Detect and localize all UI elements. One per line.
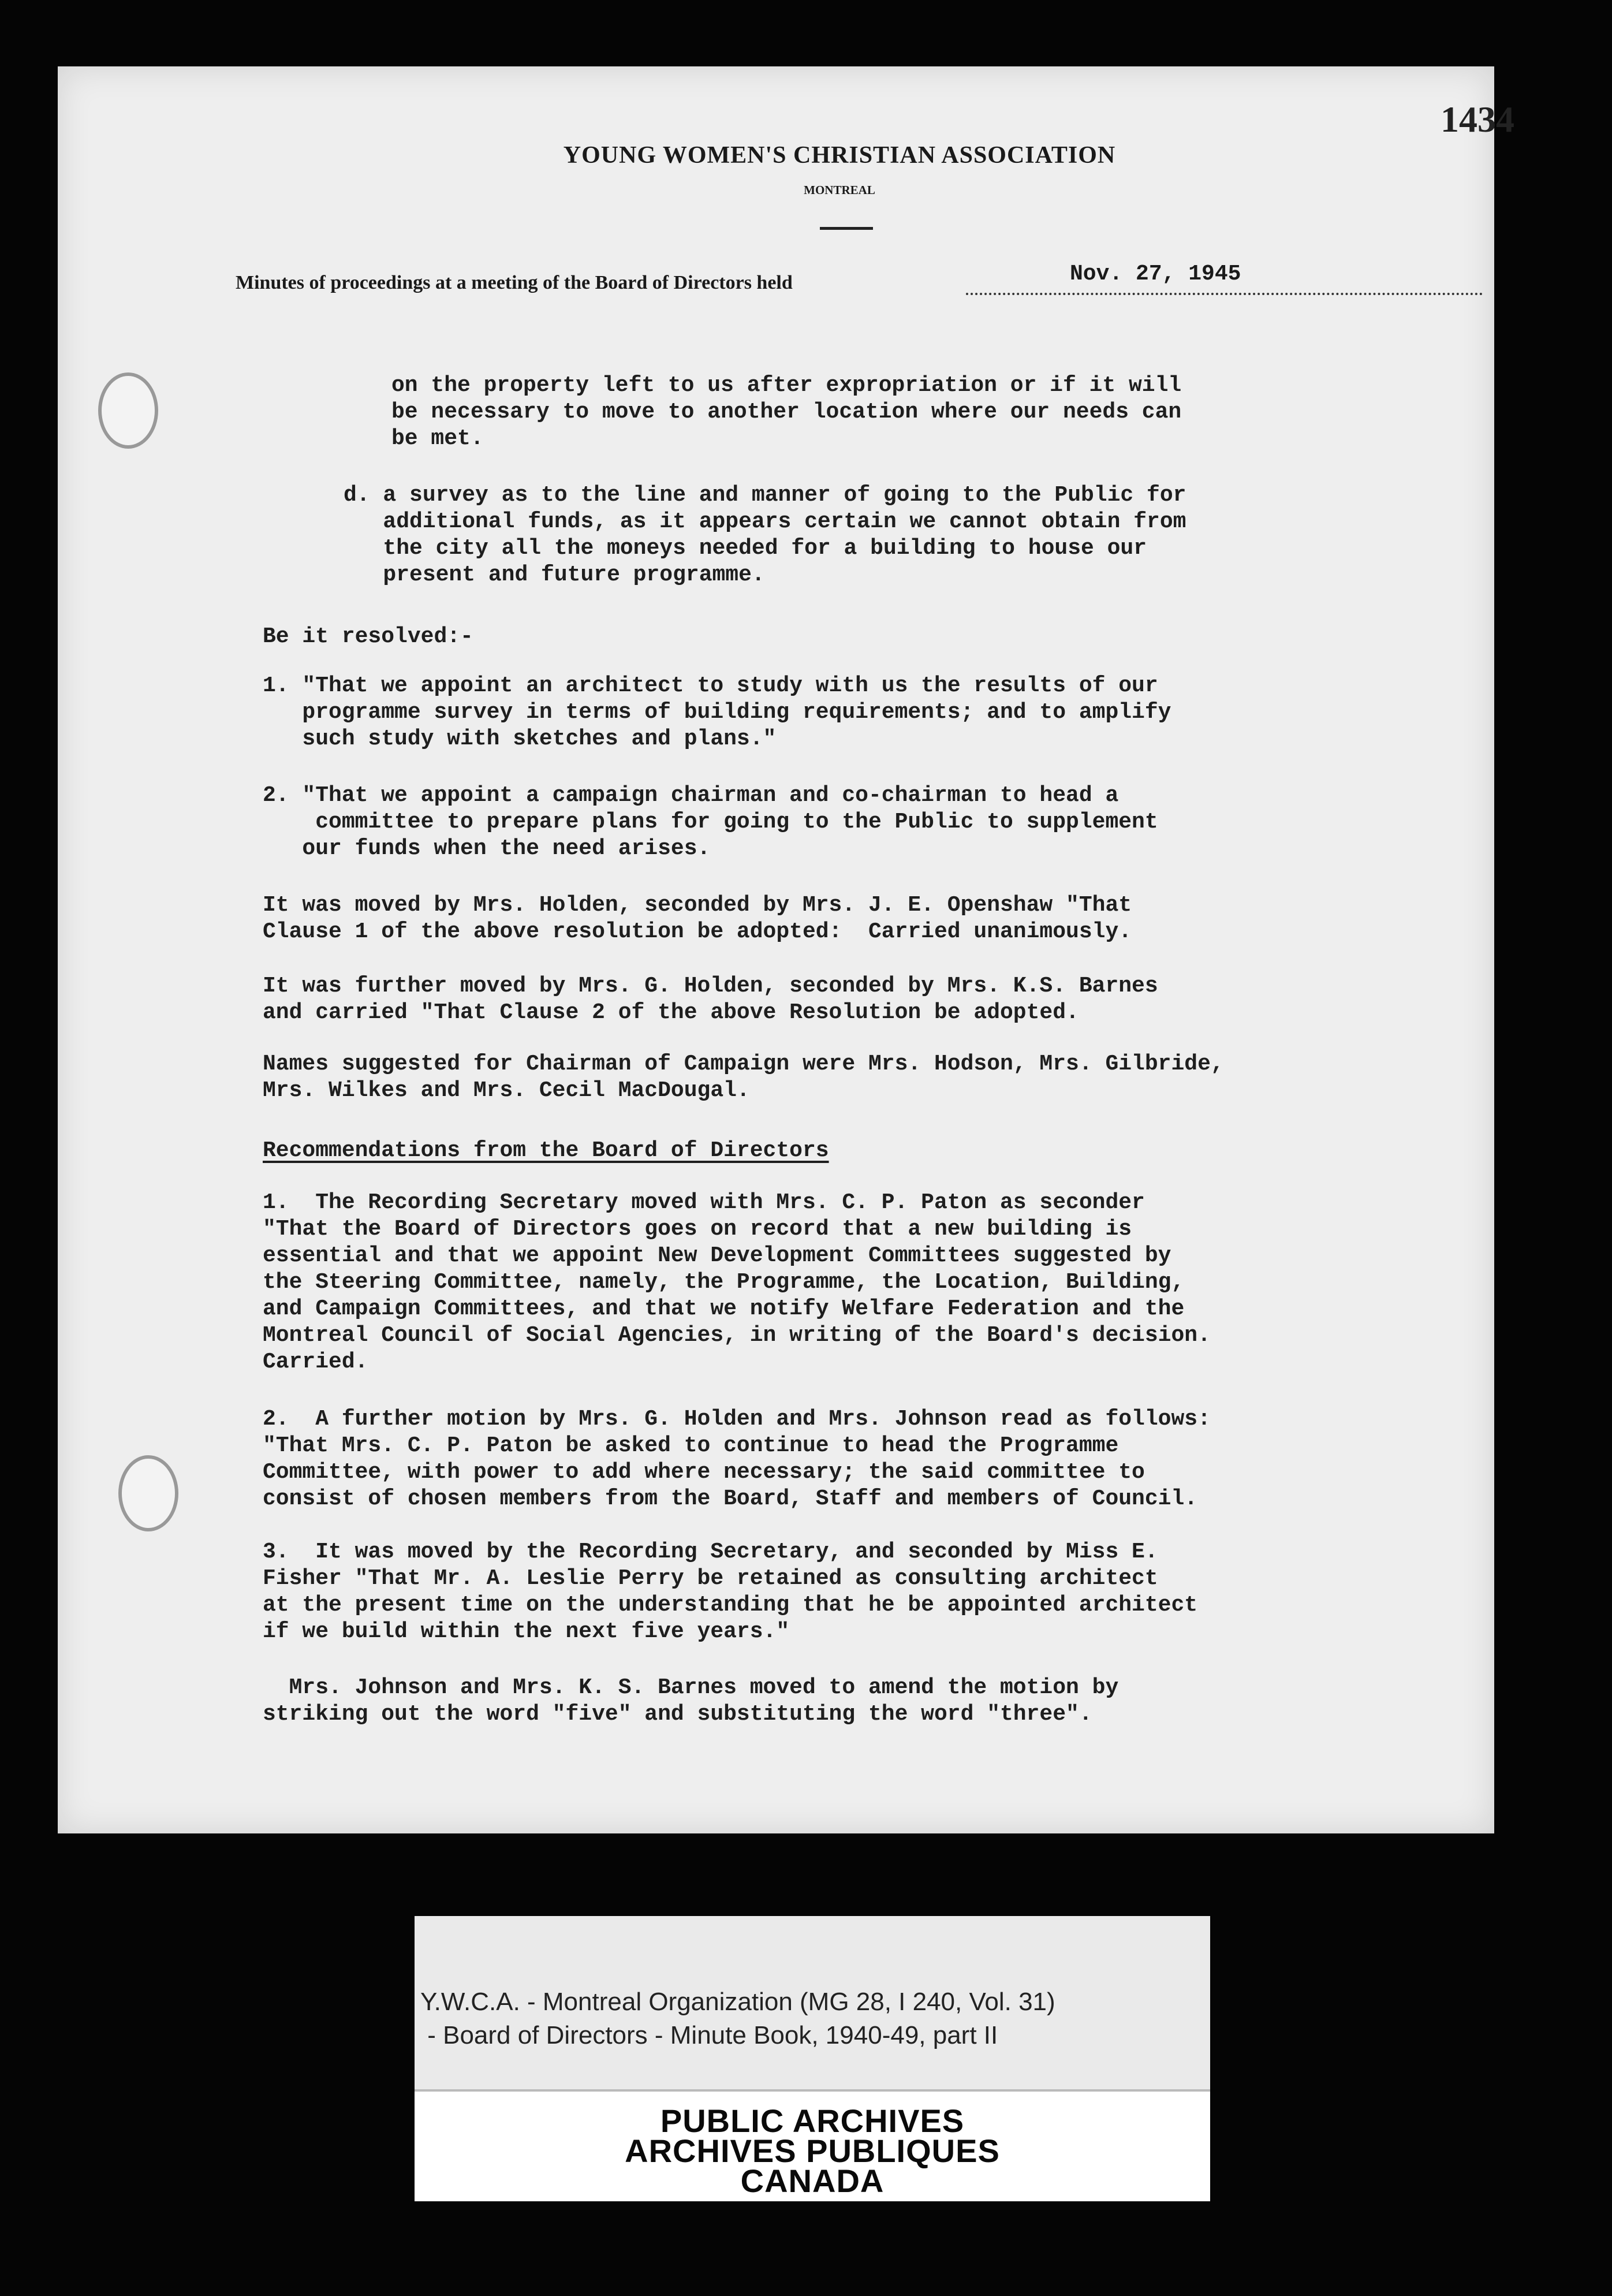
meeting-date: Nov. 27, 1945 <box>1070 262 1241 286</box>
organization-city: MONTREAL <box>804 183 875 197</box>
recommendation-1: 1. The Recording Secretary moved with Mrs. C. P. Paton as seconder "That the Board of Directors goes on record that a new building is essential and that we appoint New Development Committees suggested by the Steering Committee, namely, the Programme, the Location, Building, and Campaign Committees, and that we notify Welfare Federation and the Montreal Council of Social Agencies, in writing of the Board's decision. Carried. <box>263 1190 1211 1374</box>
amendment-paragraph: Mrs. Johnson and Mrs. K. S. Barnes moved to amend the motion by striking out the word "five" and substituting the word "three". <box>263 1675 1119 1727</box>
resolution-2: 2. "That we appoint a campaign chairman and co-chairman to head a committee to prepare plans for going to the Public to supplement our funds when the need arises. <box>263 783 1158 861</box>
organization-title: YOUNG WOMEN'S CHRISTIAN ASSOCIATION <box>563 142 1116 169</box>
names-paragraph: Names suggested for Chairman of Campaign were Mrs. Hodson, Mrs. Gilbride, Mrs. Wilkes and Mrs. Cecil MacDougal. <box>263 1052 1224 1103</box>
recommendations-heading: Recommendations from the Board of Directors <box>263 1138 829 1163</box>
resolution-1: 1. "That we appoint an architect to study with us the results of our programme survey in terms of building requirements; and to amplify such study with sketches and plans." <box>263 673 1171 751</box>
page-number: 1434 <box>1441 99 1514 140</box>
motion-paragraph-1: It was moved by Mrs. Holden, seconded by Mrs. J. E. Openshaw "That Clause 1 of the above resolution be adopted: Carried unanimously. <box>263 893 1132 944</box>
document-page <box>58 66 1514 1833</box>
archive-caption: Y.W.C.A. - Montreal Organization (MG 28, I 240, Vol. 31) - Board of Directors - Minute Book, 1940-49, part II <box>420 1988 1055 2049</box>
recommendation-2: 2. A further motion by Mrs. G. Holden and Mrs. Johnson read as follows: "That Mrs. C. P. Paton be asked to continue to head the Programme Committee, with power to add where necessary; the said committee to consist of chosen members from the Board, Staff and members of Council. <box>263 1407 1211 1511</box>
date-dotted-line <box>966 293 1483 295</box>
minutes-label: Minutes of proceedings at a meeting of the Board of Directors held <box>236 272 793 293</box>
punch-hole <box>118 1455 178 1531</box>
item-d-paragraph: d. a survey as to the line and manner of going to the Public for additional funds, as it appears certain we cannot obtain from the city all the moneys needed for a building to house our present and future programme. <box>344 483 1186 587</box>
punch-hole <box>98 372 158 449</box>
motion-paragraph-2: It was further moved by Mrs. G. Holden, seconded by Mrs. K.S. Barnes and carried "That Clause 2 of the above Resolution be adopted. <box>263 974 1158 1025</box>
continuation-paragraph: on the property left to us after expropriation or if it will be necessary to move to another location where our needs can be met. <box>391 373 1182 451</box>
minutes-heading <box>236 262 1390 303</box>
stamp-line-country: CANADA <box>740 2163 885 2199</box>
resolved-heading: Be it resolved:- <box>263 624 473 649</box>
archive-caption-card <box>415 1916 1210 2199</box>
stamp-line-french: ARCHIVES PUBLIQUES <box>625 2133 1000 2169</box>
archive-stamp <box>415 2089 1210 2201</box>
stamp-line-english: PUBLIC ARCHIVES <box>660 2103 965 2139</box>
recommendation-3: 3. It was moved by the Recording Secretary, and seconded by Miss E. Fisher "That Mr. A. Leslie Perry be retained as consulting architect at the present time on the understanding that he be appointed architect if we build within the next five years." <box>263 1540 1198 1644</box>
title-divider <box>820 227 873 230</box>
